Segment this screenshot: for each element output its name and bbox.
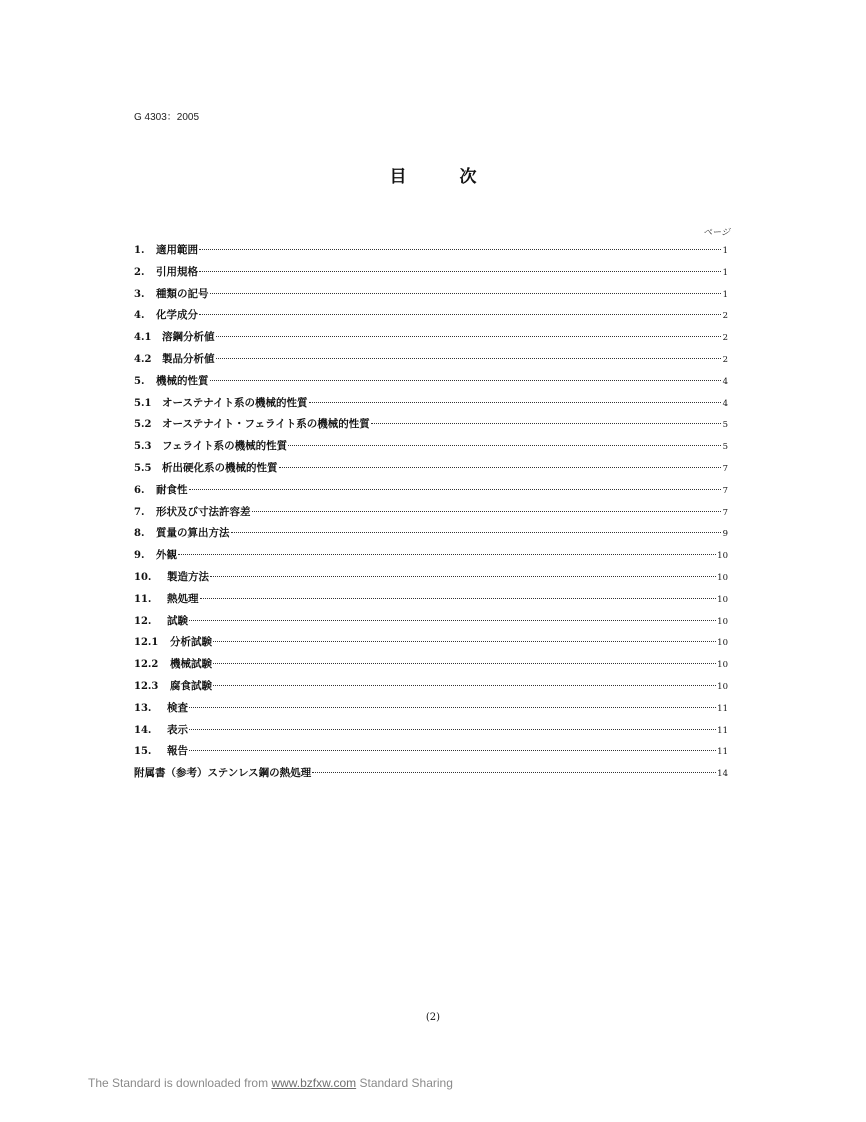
toc-entry-label: 引用規格 <box>156 265 198 278</box>
toc-entry[interactable] <box>134 654 728 676</box>
toc-entry-label: 溶鋼分析値 <box>162 331 215 344</box>
toc-dot-leader <box>189 750 716 751</box>
document-id: G 4303：2005 <box>134 112 200 123</box>
toc-dot-leader <box>213 685 716 686</box>
toc-entry-label: 質量の算出方法 <box>156 527 230 540</box>
footer-link[interactable]: www.bzfxw.com <box>271 1076 357 1090</box>
toc-dot-leader <box>252 511 722 512</box>
toc-entry[interactable] <box>134 371 728 393</box>
toc-entry-number: 12.2 <box>134 659 159 671</box>
toc-entry[interactable] <box>134 589 728 611</box>
toc-entry-label: 機械的性質 <box>156 374 209 387</box>
toc-entry-number: 1. <box>134 245 145 256</box>
toc-dot-leader <box>216 336 722 337</box>
toc-entry-page: 10 <box>717 616 728 627</box>
toc-entry[interactable] <box>134 458 728 480</box>
toc-entry[interactable] <box>134 262 728 284</box>
toc-entry-label: 製品分析値 <box>162 352 215 365</box>
toc-entry-page: 10 <box>717 594 728 605</box>
toc-entry-number: 7. <box>134 506 145 518</box>
toc-dot-leader <box>279 467 722 468</box>
toc-entry-label: 報告 <box>167 745 188 758</box>
toc-dot-leader <box>371 423 721 424</box>
toc-entry-number: 12.3 <box>134 680 159 692</box>
toc-entry[interactable] <box>134 611 728 633</box>
toc-dot-leader <box>213 641 716 642</box>
toc-dot-leader <box>210 380 722 381</box>
toc-entry-page: 10 <box>717 572 728 583</box>
toc-entry-label: 適用範囲 <box>156 244 198 256</box>
toc-entry-number: 5.3 <box>134 441 152 453</box>
toc-dot-leader <box>189 729 716 730</box>
toc-entry[interactable] <box>134 741 728 763</box>
table-of-contents <box>134 240 728 785</box>
toc-dot-leader <box>210 293 722 294</box>
toc-entry-label: 腐食試験 <box>170 679 212 692</box>
toc-entry-label: 附属書（参考）ステンレス鋼の熱処理 <box>134 767 312 780</box>
toc-entry-page: 10 <box>717 551 728 562</box>
toc-entry-label: オーステナイト・フェライト系の機械的性質 <box>162 418 370 431</box>
toc-entry-page: 10 <box>717 681 728 692</box>
toc-entry-label: 試験 <box>167 614 188 627</box>
page-number: (2) <box>425 1012 441 1023</box>
toc-entry-label: オーステナイト系の機械的性質 <box>162 396 308 409</box>
toc-entry-page: 14 <box>717 769 728 780</box>
toc-entry-label: 耐食性 <box>156 483 188 496</box>
toc-entry-page: 2 <box>722 311 728 322</box>
page-column-header: ページ <box>703 228 730 238</box>
toc-entry[interactable] <box>134 567 728 589</box>
toc-entry-number: 5. <box>134 375 145 387</box>
toc-entry[interactable] <box>134 436 728 458</box>
toc-dot-leader <box>189 489 722 490</box>
toc-entry[interactable] <box>134 327 728 349</box>
toc-entry-page: 11 <box>717 747 728 758</box>
toc-entry-label: 機械試験 <box>170 658 212 671</box>
toc-entry[interactable] <box>134 502 728 524</box>
toc-entry-page: 7 <box>722 485 728 496</box>
toc-entry-page: 11 <box>717 725 728 736</box>
toc-entry[interactable] <box>134 720 728 742</box>
toc-entry[interactable] <box>134 349 728 371</box>
toc-dot-leader <box>213 663 716 664</box>
toc-entry-label: 検査 <box>167 701 188 714</box>
toc-entry-number: 6. <box>134 484 145 496</box>
toc-dot-leader <box>210 576 716 577</box>
toc-entry-page: 5 <box>722 420 728 431</box>
toc-entry[interactable] <box>134 698 728 720</box>
toc-entry-number: 8. <box>134 528 145 540</box>
toc-dot-leader <box>189 707 716 708</box>
toc-entry-number: 4.1 <box>134 332 152 344</box>
toc-entry-page: 1 <box>722 289 728 300</box>
toc-entry-label: 形状及び寸法許容差 <box>156 505 251 518</box>
toc-entry-number: 5.2 <box>134 419 152 431</box>
toc-entry[interactable] <box>134 480 728 502</box>
toc-entry[interactable] <box>134 632 728 654</box>
toc-dot-leader <box>199 249 721 250</box>
toc-entry-page: 9 <box>722 529 728 540</box>
toc-dot-leader <box>199 271 721 272</box>
page-title: 目 次 <box>389 167 495 187</box>
toc-entry-number: 4.2 <box>134 353 152 365</box>
footer-prefix: The Standard is downloaded from <box>88 1076 272 1090</box>
toc-entry-label: 外観 <box>156 549 177 562</box>
toc-entry-number: 5.5 <box>134 462 152 474</box>
toc-entry-number: 9. <box>134 550 145 562</box>
toc-entry[interactable] <box>134 305 728 327</box>
toc-entry-number: 15. <box>134 746 152 758</box>
toc-dot-leader <box>199 314 721 315</box>
toc-entry-page: 7 <box>722 463 728 474</box>
toc-entry-page: 10 <box>717 660 728 671</box>
toc-entry[interactable] <box>134 414 728 436</box>
toc-dot-leader <box>231 532 722 533</box>
toc-entry-number: 12.1 <box>134 637 159 649</box>
footer-suffix: Standard Sharing <box>356 1076 453 1090</box>
toc-entry[interactable] <box>134 240 728 262</box>
toc-dot-leader <box>288 445 721 446</box>
toc-entry-label: 表示 <box>167 723 188 736</box>
toc-entry-number: 5.1 <box>134 397 152 409</box>
footer-note <box>88 1076 453 1090</box>
toc-entry-label: 種類の記号 <box>156 287 209 300</box>
toc-entry-number: 13. <box>134 702 152 714</box>
toc-entry-page: 5 <box>722 442 728 453</box>
toc-entry[interactable] <box>134 676 728 698</box>
toc-entry-number: 2. <box>134 266 145 278</box>
toc-entry-label: 熱処理 <box>167 592 199 605</box>
toc-entry[interactable] <box>134 763 728 785</box>
toc-entry-number: 12. <box>134 615 152 627</box>
toc-dot-leader <box>216 358 722 359</box>
toc-entry-label: 析出硬化系の機械的性質 <box>162 461 278 474</box>
toc-entry-label: 製造方法 <box>167 570 209 583</box>
toc-dot-leader <box>189 620 716 621</box>
toc-entry[interactable] <box>134 523 728 545</box>
toc-dot-leader <box>309 402 721 403</box>
toc-entry-number: 10. <box>134 571 152 583</box>
toc-dot-leader <box>178 554 716 555</box>
toc-entry-page: 1 <box>722 246 728 256</box>
toc-entry-label: 化学成分 <box>156 309 198 322</box>
toc-entry-number: 11. <box>134 593 152 605</box>
toc-entry-page: 11 <box>717 703 728 714</box>
toc-entry-page: 10 <box>717 638 728 649</box>
toc-dot-leader <box>312 772 716 773</box>
toc-entry[interactable] <box>134 284 728 306</box>
toc-entry[interactable] <box>134 545 728 567</box>
toc-entry-page: 1 <box>722 267 728 278</box>
toc-dot-leader <box>200 598 717 599</box>
toc-entry-page: 2 <box>722 333 728 344</box>
toc-entry[interactable] <box>134 393 728 415</box>
toc-entry-label: フェライト系の機械的性質 <box>162 440 288 453</box>
toc-entry-page: 2 <box>722 354 728 365</box>
toc-entry-page: 7 <box>722 507 728 518</box>
toc-entry-page: 4 <box>722 376 728 387</box>
toc-entry-number: 4. <box>134 310 145 322</box>
toc-entry-label: 分析試験 <box>170 636 212 649</box>
toc-entry-page: 4 <box>722 398 728 409</box>
toc-entry-number: 14. <box>134 724 152 736</box>
toc-entry-number: 3. <box>134 288 145 300</box>
